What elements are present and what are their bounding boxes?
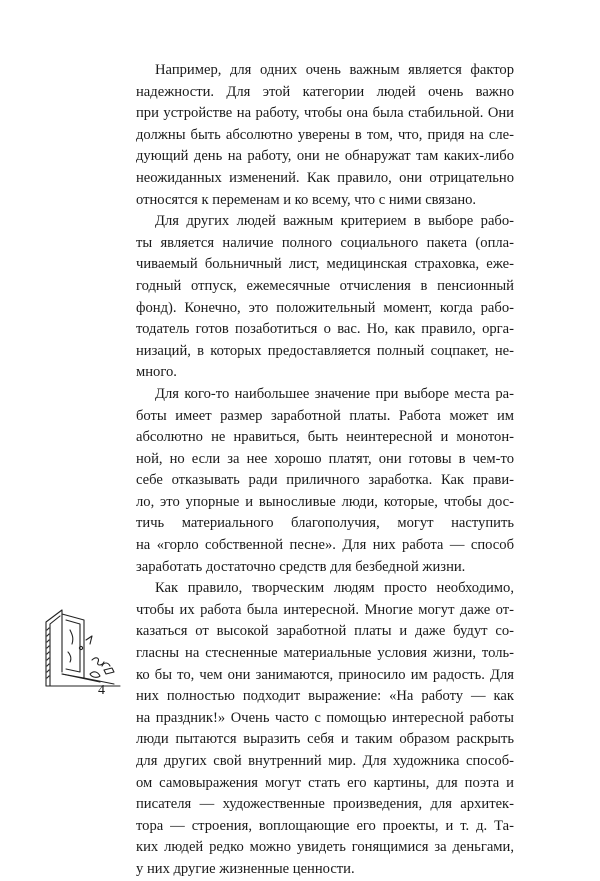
text-line: ло, это упорные и выносливые люди, которые, чтобы дос-	[136, 493, 514, 510]
text-line: заработать достаточно средств для безбедной жизни.	[136, 558, 466, 575]
text-line: писателя — художественные произведения, для архитек-	[136, 796, 514, 813]
text-line: фонд). Конечно, это положительный момент, когда рабо-	[136, 299, 514, 316]
text-line: Как правило, творческим людям просто необходимо,	[155, 580, 514, 597]
text-line: ко бы то, чем они занимаются, приносило им радость. Для	[136, 666, 514, 683]
text-line: казаться от высокой заработной платы и даже будут со-	[136, 623, 514, 640]
text-line: боты имеет размер заработной платы. Работа может им	[136, 407, 514, 424]
text-line: должны быть абсолютно уверены в том, что, придя на сле-	[136, 126, 514, 143]
text-line: чтобы их работа была интересной. Многие могут даже от-	[136, 601, 514, 618]
text-line: низаций, в которых предоставляется полный соцпакет, не-	[136, 342, 514, 359]
text-line: абсолютно не нравиться, быть неинтересной и монотон-	[136, 429, 514, 446]
text-line: Например, для одних очень важным является фактор	[155, 62, 514, 78]
text-line: тичь материального благополучия, могут наступить	[136, 515, 514, 532]
page-number: 4	[98, 683, 105, 698]
paragraph	[136, 211, 514, 384]
text-line: себе отказывать ради приличного заработка. Как прави-	[136, 472, 514, 489]
text-line: них полностью подходит выражение: «На работу — как	[136, 688, 514, 705]
paragraph	[136, 384, 514, 578]
text-column	[136, 60, 514, 881]
text-line: тодатель готов позаботиться о вас. Но, как правило, орга-	[136, 321, 514, 338]
door-sketch-icon	[40, 600, 124, 688]
text-line: ной, но если за нее хорошо платят, они готовы в чем-то	[136, 450, 514, 467]
text-line: Для кого-то наибольшее значение при выборе места ра-	[155, 385, 514, 402]
text-line: относятся к переменам и ко всему, что с ними связано.	[136, 191, 477, 208]
text-line: годный отпуск, ежемесячные отчисления в пенсионный	[136, 277, 514, 294]
text-line: Для других людей важным критерием в выборе рабо-	[155, 213, 514, 230]
text-line: гласны на стесненные материальные условия жизни, толь-	[136, 645, 514, 662]
paragraph	[136, 578, 514, 880]
text-line: для других свой внутренний мир. Для художника способ-	[136, 753, 514, 769]
text-line: много.	[136, 364, 177, 381]
text-line: у них другие жизненные ценности.	[136, 860, 355, 877]
text-line: ом самовыражения могут стать его картины, для поэта и	[136, 774, 514, 791]
text-line: неожиданных изменений. Как правило, они отрицательно	[136, 169, 514, 186]
text-line: на праздник!» Очень часто с помощью интересной работы	[136, 709, 514, 726]
text-line: чиваемый больничный лист, медицинская страховка, еже-	[136, 256, 514, 273]
text-line: надежности. Для этой категории людей очень важно	[136, 83, 514, 100]
text-line: дующий день на работу, они не обнаружат там каких-либо	[136, 148, 514, 165]
paragraph	[136, 60, 514, 211]
text-line: люди пытаются выразить себя и таким образом раскрыть	[136, 731, 514, 748]
text-line: ких людей редко можно увидеть гонящимися за деньгами,	[136, 839, 514, 856]
text-line: на «горло собственной песне». Для них работа — способ	[136, 537, 514, 554]
text-line: тора — строения, воплощающие его проекты, и т. д. Та-	[136, 817, 514, 834]
text-line: ты является наличие полного социального пакета (опла-	[136, 234, 514, 251]
text-line: при устройстве на работу, чтобы она была стабильной. Они	[136, 105, 514, 122]
